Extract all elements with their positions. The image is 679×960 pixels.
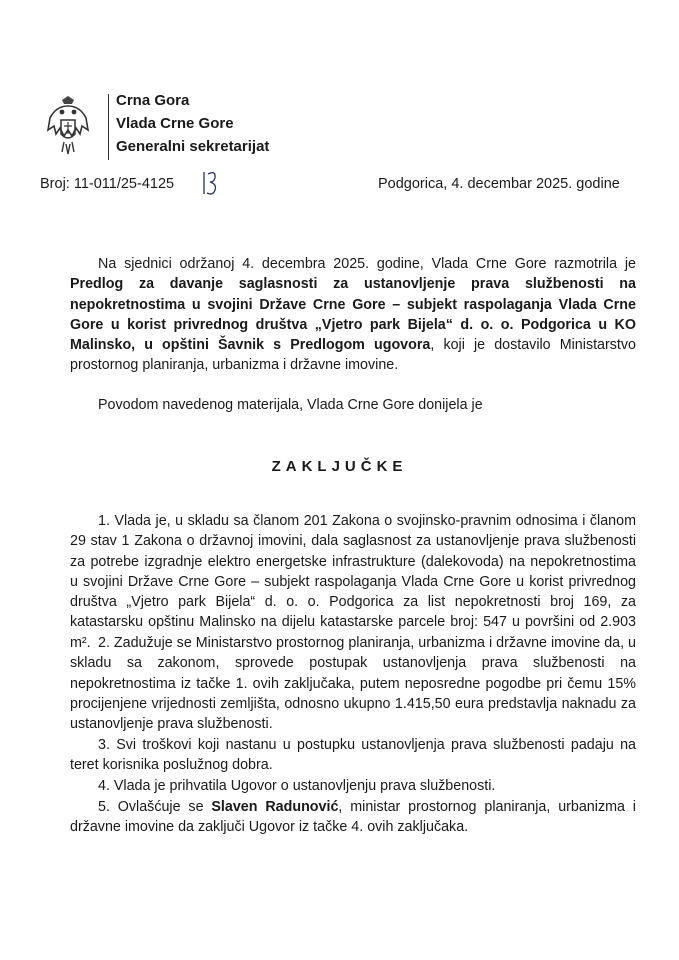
minister-name: Slaven Radunović (211, 799, 339, 815)
header-office: Generalni sekretarijat (116, 138, 270, 155)
conclusion-4: 4. Vlada je prihvatila Ugovor o ustanovljenju prava službenosti. (98, 778, 496, 794)
header-country: Crna Gora (116, 92, 190, 109)
conclusion-3: 3. Svi troškovi koji nastanu u postupku ustanovljenja prava službenosti padaju na teret korisnika poslužnog dobra. (70, 737, 636, 774)
intro-paragraph: Na sjednici održanoj 4. decembra 2025. godine, Vlada Crne Gore razmotrila je Predlog za davanje saglasnosti za ustanovljenje prava službenosti na nepokretnostima u svojini Države Crne Gore – subjekt raspolaganja Vlada Crne Gore u korist privrednog društva „Vjetro park Bijela“ d. o. o. Podgorica u KO Malinsko, u opštini Šavnik s Predlogom ugovora, koji je dostavilo Ministarstvo prostornog planiranja, urbanizma i državne imovine. (70, 256, 636, 374)
proposal-title: Predlog za davanje saglasnosti za ustanovljenje prava službenosti na nepokretnostima u svojini Države Crne Gore – subjekt raspolaganja Vlada Crne Gore u korist privrednog društva „Vjetro park Bijela“ d. o. o. Podgorica u KO Malinsko, u opštini Šavnik s Predlogom ugovora (70, 276, 636, 354)
conclusion-5: 5. Ovlašćuje se Slaven Radunović, ministar prostornog planiranja, urbanizma i državne imovine da zaključi Ugovor iz tačke 4. ovih zaključaka. (70, 799, 636, 836)
conclusion-2: 2. Zadužuje se Ministarstvo prostornog planiranja, urbanizma i državne imovine da, u skladu sa zakonom, sprovede postupak ustanovljenja prava službenosti na nepokretnostima iz tačke 1. ovih zaključaka, putem neposredne pogodbe pri čemu 15% procijenjene vrijednosti zemljišta, odnosno ukupno 1.415,50 eura predstavlja naknadu za ustanovljenje prava službenosti. (70, 635, 636, 733)
header-divider (108, 94, 109, 160)
coat-of-arms-icon (46, 96, 90, 158)
header-government: Vlada Crne Gore (116, 115, 234, 132)
conclusions-heading: ZAKLJUČKE (271, 458, 408, 475)
document-number: Broj: 11-011/25-4125 (40, 176, 175, 192)
conclusion-1: 1. Vlada je, u skladu sa članom 201 Zakona o svojinsko-pravnim odnosima i članom 29 stav 1 Zakona o državnoj imovini, dala saglasnost za ustanovljenje prava službenosti za potrebe izgradnje elektro energetske infrastrukture (dalekovoda) na nepokretnostima u svojini Države Crne Gore – subjekt raspolaganja Vlada Crne Gore u korist privrednog društva „Vjetro park Bijela“ d. o. o. Podgorica za list nepokretnosti broj 169, za katastarsku opštinu Malinsko na dijelu katastarske parcele broj: 547 u površini od 2.903 m². (70, 513, 636, 651)
handwritten-signature (202, 168, 220, 198)
lead-sentence: Povodom navedenog materijala, Vlada Crne Gore donijela je (98, 397, 483, 413)
place-date: Podgorica, 4. decembar 2025. godine (378, 176, 620, 192)
